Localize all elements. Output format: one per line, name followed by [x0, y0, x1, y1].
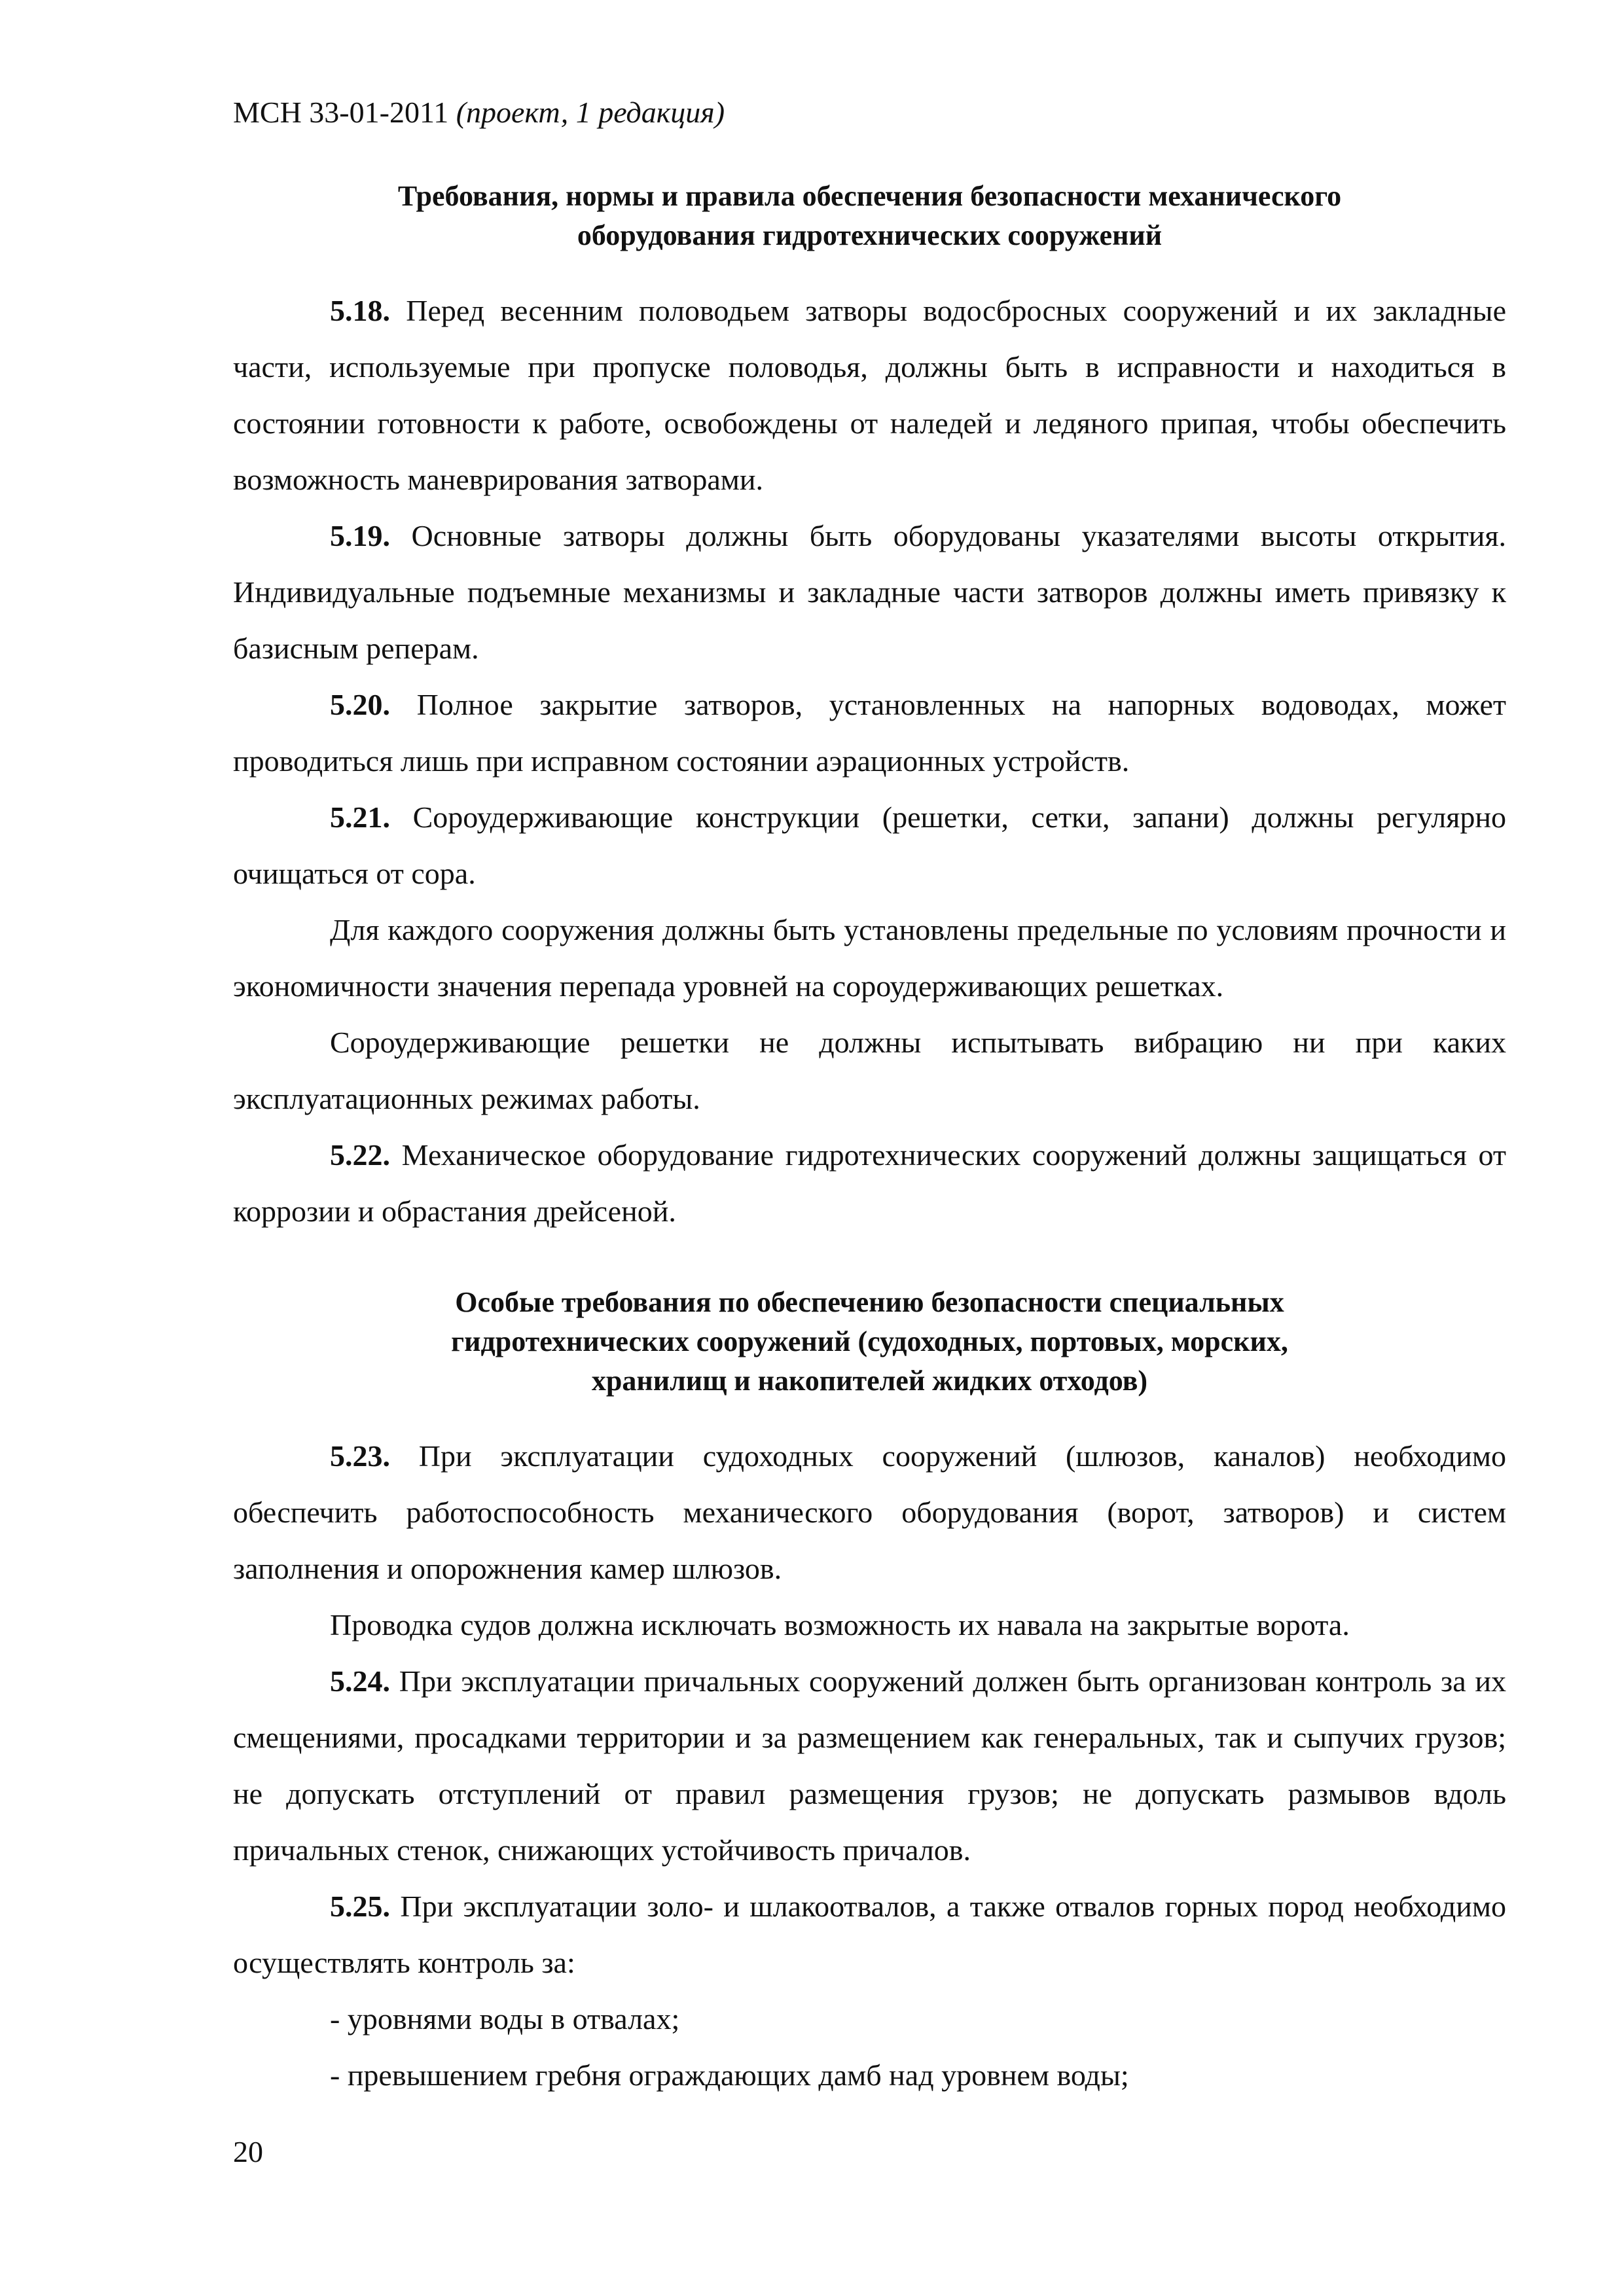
paragraph-5-19: [233, 508, 1506, 677]
section-title-mechanical-equipment: [233, 177, 1506, 255]
document-edition: (проект, 1 редакция): [456, 96, 725, 129]
paragraph-text: При эксплуатации причальных сооружений должен быть организован контроль за их смещениями, просадками территории и за размещением как генеральных, так и сыпучих грузов; не допускать отступлений от правил размещения грузов; не допускать размывов вдоль причальных стенок, снижающих устойчивость причалов.: [233, 1664, 1506, 1867]
paragraph-5-22: [233, 1127, 1506, 1240]
section-title-line: гидротехнических сооружений (судоходных, портовых, морских,: [451, 1325, 1288, 1357]
paragraph-text: Сороудерживающие конструкции (решетки, сетки, запани) должны регулярно очищаться от сора.: [233, 800, 1506, 890]
paragraph-text: Перед весенним половодьем затворы водосбросных сооружений и их закладные части, используемые при пропуске половодья, должны быть в исправности и находиться в состоянии готовности к работе, освобождены от наледей и ледяного припая, чтобы обеспечить возможность маневрирования затворами.: [233, 294, 1506, 496]
document-code: МСН 33-01-2011: [233, 96, 449, 129]
paragraph-5-20: [233, 677, 1506, 789]
section-title-line: хранилищ и накопителей жидких отходов): [591, 1365, 1148, 1397]
paragraph-text: При эксплуатации судоходных сооружений (шлюзов, каналов) необходимо обеспечить работоспособность механического оборудования (ворот, затворов) и систем заполнения и опорожнения камер шлюзов.: [233, 1439, 1506, 1585]
page-number: 20: [233, 2135, 263, 2168]
paragraph-limits: [233, 902, 1506, 1014]
paragraph-text: Основные затворы должны быть оборудованы указателями высоты открытия. Индивидуальные подъемные механизмы и закладные части затворов должны иметь привязку к базисным реперам.: [233, 519, 1507, 665]
section-title-line: Требования, нормы и правила обеспечения безопасности механического: [397, 180, 1342, 212]
paragraph-text: Механическое оборудование гидротехнических сооружений должны защищаться от коррозии и обрастания дрейсеной.: [233, 1138, 1507, 1228]
paragraph-5-18: [233, 283, 1506, 508]
list-item-water-levels: [233, 1991, 1506, 2047]
paragraph-text: Полное закрытие затворов, установленных на напорных водоводах, может проводиться лишь при исправном состоянии аэрационных устройств.: [233, 688, 1506, 778]
main-content: [233, 177, 1506, 2104]
clause-number: 5.23.: [330, 1439, 390, 1473]
clause-number: 5.22.: [330, 1138, 390, 1172]
paragraph-vibration: [233, 1014, 1506, 1127]
clause-number: 5.18.: [330, 294, 390, 327]
paragraph-text: При эксплуатации золо- и шлакоотвалов, а также отвалов горных пород необходимо осуществлять контроль за:: [233, 1890, 1507, 1979]
paragraph-5-24: [233, 1653, 1506, 1878]
paragraph-text: Проводка судов должна исключать возможность их навала на закрытые ворота.: [330, 1608, 1350, 1641]
list-item-text: - уровнями воды в отвалах;: [330, 2002, 680, 2036]
list-item-crest-elevation: [233, 2047, 1506, 2104]
paragraph-text: Для каждого сооружения должны быть установлены предельные по условиям прочности и экономичности значения перепада уровней на сороудерживающих решетках.: [233, 913, 1506, 1003]
paragraph-5-25: [233, 1878, 1506, 1991]
paragraph-ship-guidance: [233, 1597, 1506, 1653]
paragraph-5-21: [233, 789, 1506, 902]
section-title-special-structures: [233, 1283, 1506, 1401]
section-title-line: оборудования гидротехнических сооружений: [577, 219, 1163, 251]
clause-number: 5.20.: [330, 688, 390, 721]
paragraph-text: Сороудерживающие решетки не должны испытывать вибрацию ни при каких эксплуатационных режимах работы.: [233, 1026, 1506, 1115]
clause-number: 5.24.: [330, 1664, 390, 1698]
clause-number: 5.19.: [330, 519, 390, 552]
list-item-text: - превышением гребня ограждающих дамб над уровнем воды;: [330, 2058, 1129, 2092]
clause-number: 5.25.: [330, 1890, 390, 1923]
section-title-line: Особые требования по обеспечению безопасности специальных: [455, 1286, 1284, 1318]
running-header: [233, 93, 725, 132]
clause-number: 5.21.: [330, 800, 390, 834]
paragraph-5-23: [233, 1428, 1506, 1597]
